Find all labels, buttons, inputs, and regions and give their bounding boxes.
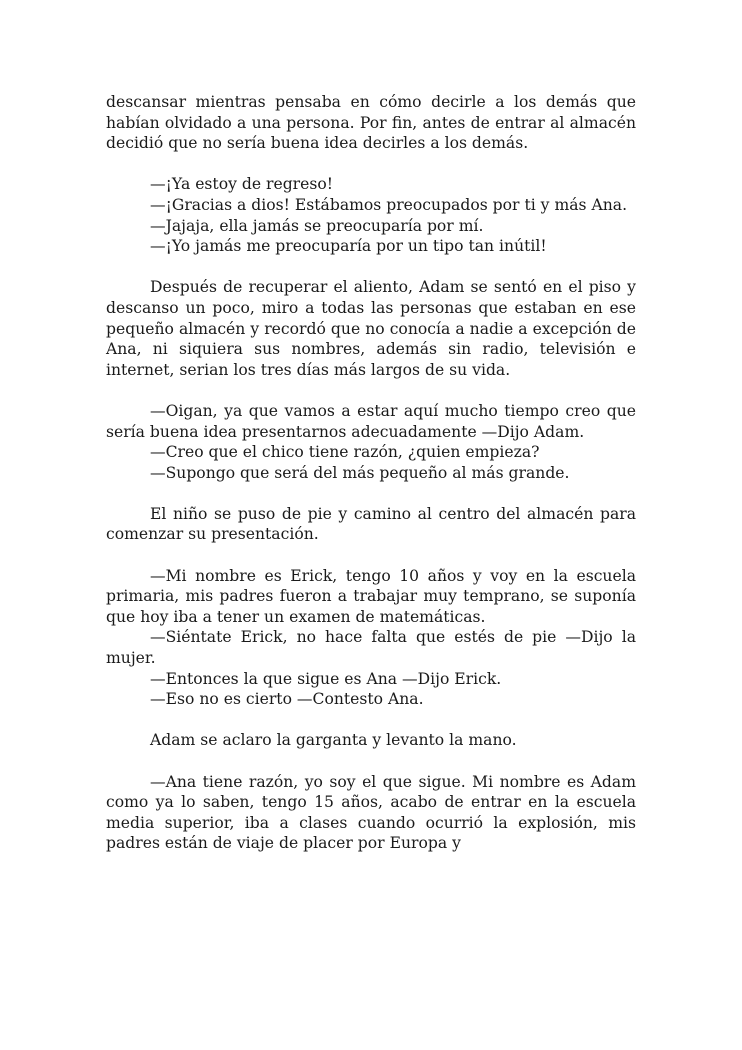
dialogue-line: —¡Ya estoy de regreso! xyxy=(150,175,334,194)
dialogue-line: —Siéntate Erick, no hace falta que estés de pie —Dijo la mujer. xyxy=(106,628,636,668)
dialogue-line: —Entonces la que sigue es Ana —Dijo Erick. xyxy=(150,669,502,688)
paragraph: Adam se aclaro la garganta y levanto la mano. xyxy=(150,731,517,750)
dialogue-line: —¡Gracias a dios! Estábamos preocupados por ti y más Ana. xyxy=(150,195,628,214)
dialogue-line: —Supongo que será del más pequeño al más grande. xyxy=(150,463,570,482)
dialogue-line: —Jajaja, ella jamás se preocuparía por mí. xyxy=(150,216,484,235)
document-page xyxy=(106,92,636,854)
dialogue-line: —Mi nombre es Erick, tengo 10 años y voy en la escuela primaria, mis padres fueron a trabajar muy temprano, se suponía que hoy iba a tener un examen de matemáticas. xyxy=(106,566,636,626)
dialogue-line: —Ana tiene razón, yo soy el que sigue. Mi nombre es Adam como ya lo saben, tengo 15 años, acabo de entrar en la escuela media superior, iba a clases cuando ocurrió la explosión, mis padres están de viaje de placer por Europa y xyxy=(106,772,636,853)
paragraph: descansar mientras pensaba en cómo decirle a los demás que habían olvidado a una persona. Por fin, antes de entrar al almacén decidió que no sería buena idea decirles a los demás. xyxy=(106,93,636,153)
dialogue-line: —Creo que el chico tiene razón, ¿quien empieza? xyxy=(150,443,540,462)
paragraph: El niño se puso de pie y camino al centro del almacén para comenzar su presentación. xyxy=(106,504,636,544)
dialogue-line: —¡Yo jamás me preocuparía por un tipo tan inútil! xyxy=(150,237,547,256)
dialogue-line: —Eso no es cierto —Contesto Ana. xyxy=(150,690,424,709)
dialogue-line: —Oigan, ya que vamos a estar aquí mucho tiempo creo que sería buena idea presentarnos adecuadamente —Dijo Adam. xyxy=(106,401,636,441)
paragraph: Después de recuperar el aliento, Adam se sentó en el piso y descanso un poco, miro a todas las personas que estaban en ese pequeño almacén y recordó que no conocía a nadie a excepción de Ana, ni siquiera sus nombres, además sin radio, televisión e internet, serian los tres días más largos de su vida. xyxy=(106,278,636,379)
